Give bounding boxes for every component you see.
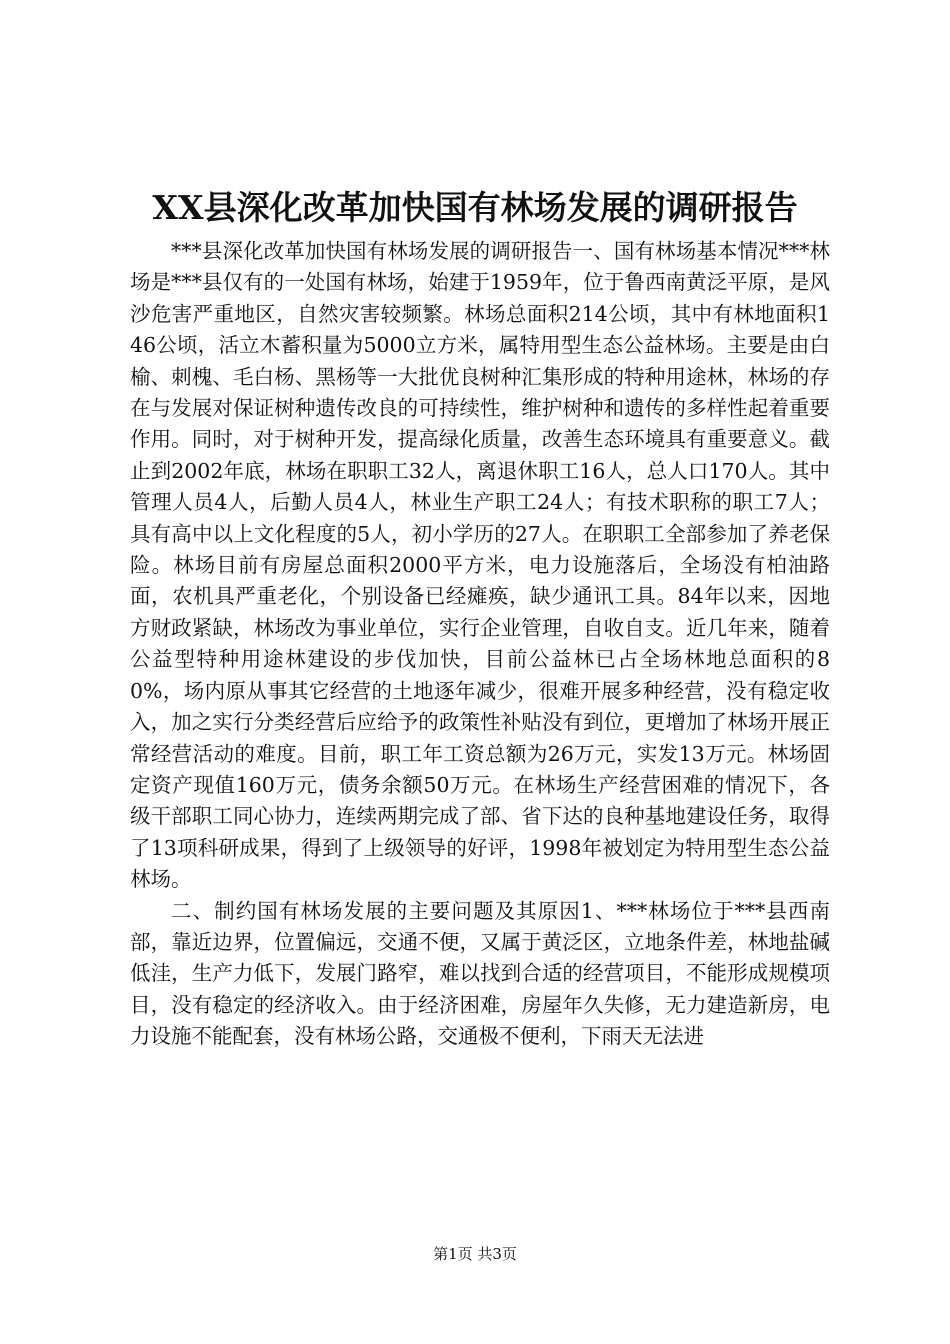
document-title: XX县深化改革加快国有林场发展的调研报告 [152, 188, 798, 227]
document-body [130, 236, 830, 1053]
paragraph-1: ***县深化改革加快国有林场发展的调研报告一、国有林场基本情况***林场是***县仅有的一处国有林场，始建于1959年，位于鲁西南黄泛平原，是风沙危害严重地区，自然灾害较频繁。林场总面积214公顷，其中有林地面积146公顷，活立木蓄积量为5000立方米，属特用型生态公益林场。主要是由白榆、刺槐、毛白杨、黑杨等一大批优良树种汇集形成的特种用途林，林场的存在与发展对保证树种遗传改良的可持续性，维护树种和遗传的多样性起着重要作用。同时，对于树种开发，提高绿化质量，改善生态环境具有重要意义。截止到2002年底，林场在职职工32人，离退休职工16人，总人口170人。其中管理人员4人，后勤人员4人，林业生产职工24人；有技术职称的职工7人；具有高中以上文化程度的5人，初小学历的27人。在职职工全部参加了养老保险。林场目前有房屋总面积2000平方米，电力设施落后，全场没有柏油路面，农机具严重老化，个别设备已经瘫痪，缺少通讯工具。84年以来，因地方财政紧缺，林场改为事业单位，实行企业管理，自收自支。近几年来，随着公益型特种用途林建设的步伐加快，目前公益林已占全场林地总面积的80%，场内原从事其它经营的土地逐年减少，很难开展多种经营，没有稳定收入，加之实行分类经营后应给予的政策性补贴没有到位，更增加了林场开展正常经营活动的难度。目前，职工年工资总额为26万元，实发13万元。林场固定资产现值160万元，债务余额50万元。在林场生产经营困难的情况下，各级干部职工同心协力，连续两期完成了部、省下达的良种基地建设任务，取得了13项科研成果，得到了上级领导的好评，1998年被划定为特用型生态公益林场。 [130, 239, 830, 892]
page-footer: 第1页 共3页 [433, 1245, 517, 1263]
paragraph-2: 二、制约国有林场发展的主要问题及其原因1、***林场位于***县西南部，靠近边界，位置偏远，交通不便，又属于黄泛区，立地条件差，林地盐碱低洼，生产力低下，发展门路窄，难以找到合适的经营项目，不能形成规模项目，没有稳定的经济收入。由于经济困难，房屋年久失修，无力建造新房，电力设施不能配套，没有林场公路，交通极不便利，下雨天无法进 [130, 898, 830, 1049]
